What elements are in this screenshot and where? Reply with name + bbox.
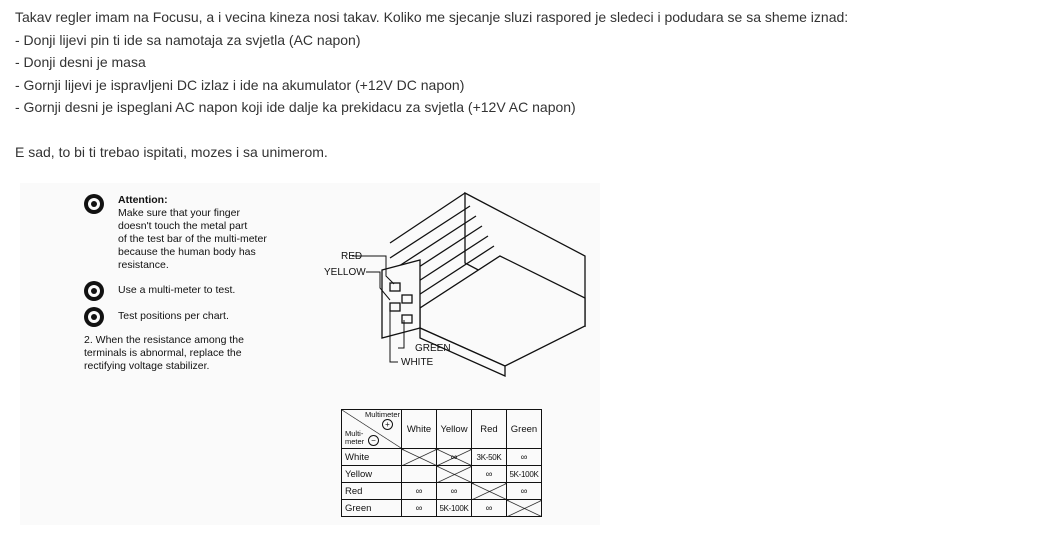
table-cell: ∞: [402, 483, 437, 500]
multimeter-note: [84, 281, 314, 301]
replace-note: 2. When the resistance among the terminals is abnormal, replace the rectifying voltage stabilizer.: [84, 334, 244, 372]
post-line: - Gornji lijevi je ispravljeni DC izlaz i ide na akumulator (+12V DC napon): [15, 76, 465, 93]
minus-icon: −: [368, 435, 379, 446]
table-row: [342, 449, 542, 466]
table-cell: 3K-50K: [472, 449, 507, 466]
attention-body: Make sure that your finger doesn't touch the metal part of the test bar of the multi-meter because the human body has resistance.: [118, 207, 267, 271]
post-line: Takav regler imam na Focusu, a i vecina kineza nosi takav. Koliko me sjecanje sluzi raspored je sledeci i podudara se sa sheme iznad:: [15, 9, 849, 25]
table-corner-cell: [342, 410, 402, 449]
positions-note-text: Test positions per chart.: [118, 310, 229, 322]
table-cell: ∞: [402, 500, 437, 517]
table-cell: ∞: [437, 483, 472, 500]
attention-title: Attention:: [118, 194, 168, 206]
post-line: - Gornji desni je ispeglani AC napon koji ide dalje ka prekidacu za svjetla (+12V AC napon): [15, 99, 576, 115]
row-header: White: [342, 449, 402, 466]
forum-post-body: [15, 6, 1045, 164]
column-header: Yellow: [437, 410, 472, 449]
table-cell: 5K-100K: [507, 466, 542, 483]
column-header: Green: [507, 410, 542, 449]
table-cell: [472, 483, 507, 500]
table-row: [342, 466, 542, 483]
bullet-icon: [84, 281, 104, 301]
column-header: Red: [472, 410, 507, 449]
wire-label-red: RED: [341, 251, 363, 262]
corner-label-top: Multimeter: [364, 410, 400, 419]
wire-label-yellow: YELLOW: [324, 267, 366, 278]
bullet-icon: [84, 194, 104, 214]
table-cell: 5K-100K: [437, 500, 472, 517]
row-header: Yellow: [342, 466, 402, 483]
table-cell: ∞: [507, 449, 542, 466]
resistance-table: [341, 409, 542, 517]
row-header: Red: [342, 483, 402, 500]
regulator-test-figure: [20, 183, 600, 525]
post-line: - Donji desni je masa: [15, 54, 146, 70]
regulator-illustration: [320, 188, 600, 378]
positions-note: [84, 307, 314, 327]
attention-note: [84, 194, 314, 272]
post-closing-line: E sad, to bi ti trebao ispitati, mozes i sa unimerom.: [15, 144, 328, 160]
table-header-row: [342, 410, 542, 449]
bullet-icon: [84, 307, 104, 327]
regulator-drawing: [320, 188, 600, 378]
plus-icon: +: [382, 419, 393, 430]
table-cell: [437, 466, 472, 483]
table-row: [342, 483, 542, 500]
table-cell: [507, 500, 542, 517]
wire-label-white: WHITE: [401, 357, 434, 368]
table-cell: [402, 466, 437, 483]
column-header: White: [402, 410, 437, 449]
corner-label-bottom: Multi- meter: [345, 429, 365, 446]
multimeter-note-text: Use a multi-meter to test.: [118, 284, 236, 296]
row-header: Green: [342, 500, 402, 517]
table-cell: [402, 449, 437, 466]
wire-label-green: GREEN: [415, 343, 451, 354]
table-row: [342, 500, 542, 517]
table-cell: ∞: [507, 483, 542, 500]
table-cell: ∞: [472, 500, 507, 517]
table-cell: ∞: [472, 466, 507, 483]
table-cell: ∞: [437, 449, 472, 466]
post-line: - Donji lijevi pin ti ide sa namotaja za svjetla (AC napon): [15, 31, 361, 48]
